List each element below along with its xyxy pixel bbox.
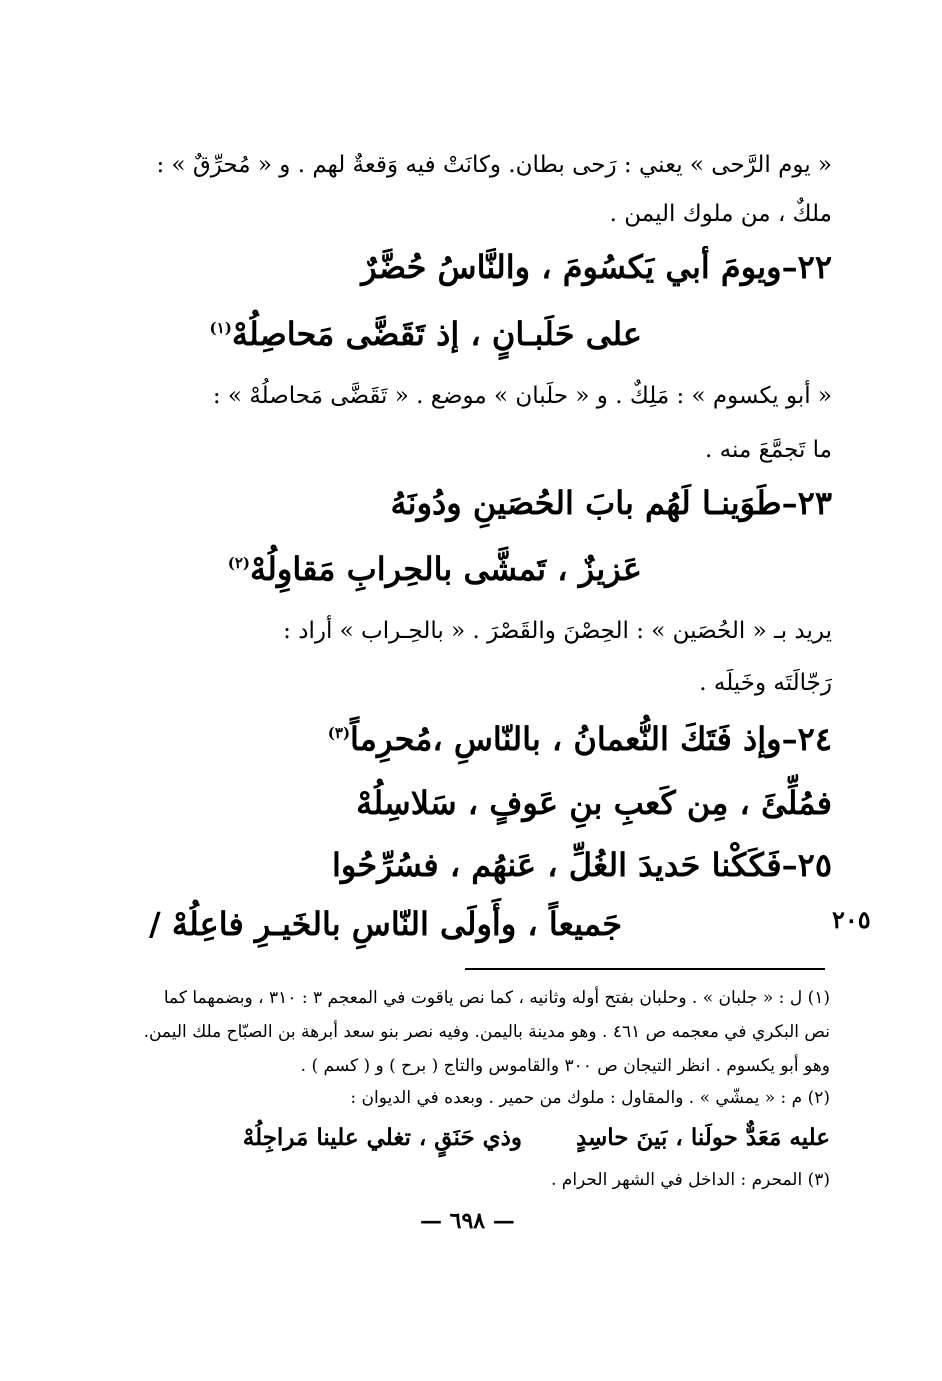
verse-hemistich-2 <box>149 905 622 943</box>
verse-text: على حَلَبـانٍ ، إذ تَقَضَّى مَحاصِلُهْ <box>231 315 642 353</box>
commentary-line: « يوم الرَّحى » يعني : رَحى بطان. وكانَتْ فيه وَقعةٌ لهم . و « مُحرِّقٌ » : <box>156 152 832 178</box>
commentary-line: « أبو يكسوم » : مَلِكٌ . و « حلَبان » موضع . « تَقَضَّى مَحاصلُهْ » : <box>212 383 832 409</box>
footnote-divider <box>465 968 825 970</box>
verse-text: جَميعاً ، وأَولَى النّاسِ بالخَيـرِ فاعِلُهْ / <box>149 905 622 943</box>
verse-text: وإذ فَتَكَ النُّعمانُ ، بالنّاسِ ،مُحرِماً <box>350 720 782 758</box>
verse-hemistich-1: ٢٢–ويومَ أبي يَكسُومَ ، والنَّاسُ حُضَّرٌ <box>361 248 832 286</box>
verse-text: ويومَ أبي يَكسُومَ ، والنَّاسُ حُضَّرٌ <box>361 248 782 286</box>
footnote-verse-hemistich-2: وذي حَنَقٍ ، تغلي علينا مَراجِلُهْ <box>242 1124 522 1151</box>
commentary-line: ملكٌ ، من ملوك اليمن . <box>609 201 832 227</box>
verse-text: طَوَينـا لَهُم بابَ الحُصَينِ ودُونَهُ <box>390 484 782 522</box>
verse-text: فمُلِّئَ ، مِن كَعبِ بنِ عَوفٍ ، سَلاسِلُهْ <box>356 784 832 822</box>
verse-number: ٢٢ <box>797 248 832 286</box>
verse-hemistich-2 <box>228 550 642 588</box>
footnote-line: (٣) المحرم : الداخل في الشهر الحرام . <box>551 1170 830 1190</box>
commentary-line: ما تَجمَّعَ منه . <box>705 437 832 463</box>
verse-hemistich-1: ٢٥–فَكَكْنا حَديدَ الغُلِّ ، عَنهُم ، فسُرِّحُوا <box>331 846 832 884</box>
verse-text: فَكَكْنا حَديدَ الغُلِّ ، عَنهُم ، فسُرِّحُوا <box>331 846 782 884</box>
footnote-line: وهو أبو يكسوم . انظر التيجان ص ٣٠٠ والقاموس والتاج ( برح ) و ( كسم ) . <box>300 1056 830 1076</box>
verse-hemistich-1: ٢٤–وإذ فَتَكَ النُّعمانُ ، بالنّاسِ ،مُحرِماً$^{(٣)}$ <box>327 720 832 758</box>
verse-text: عَزيزٌ ، تَمشَّى بالحِرابِ مَقاوِلُهْ <box>250 550 642 588</box>
margin-page-number: ٢٠٥ <box>832 905 871 934</box>
commentary-line: رَجّالَتَه وخَيلَه . <box>699 670 832 696</box>
footnote-line: (١) ل : « جلبان » . وحلبان بفتح أوله وثانيه ، كما نص ياقوت في المعجم ٣ : ٣١٠ ، وبضمهما كما <box>163 988 830 1008</box>
verse-number: ٢٥ <box>797 846 832 884</box>
verse-number: ٢٣ <box>797 484 832 522</box>
footnote-line: (٢) م : « يمشّي » . والمقاول : ملوك من حمير . وبعده في الديوان : <box>350 1088 830 1108</box>
footnote-ref: (٢) <box>227 554 250 572</box>
verse-hemistich-2 <box>210 315 642 353</box>
commentary-line: يريد بـ « الحُصَين » : الحِصْنَ والقَصْرَ . « بالحِـراب » أراد : <box>283 618 832 644</box>
footnote-verse-hemistich-1: عليه مَعَدٌّ حولَنا ، بَينَ حاسِدٍ <box>575 1124 830 1151</box>
footnote-line: نص البكري في معجمه ص ٤٦١ . وهو مدينة باليمن. وفيه نصر بنو سعد أبرهة بن الصبّاح ملك اليمن. <box>143 1022 830 1042</box>
verse-number: ٢٤ <box>797 720 832 758</box>
page-number: — ٦٩٨ — <box>420 1208 515 1234</box>
footnote-ref: (١) <box>209 319 232 337</box>
verse-hemistich-2 <box>356 784 832 822</box>
footnote-ref: (٣) <box>327 724 351 742</box>
verse-hemistich-1: ٢٣–طَوَينـا لَهُم بابَ الحُصَينِ ودُونَهُ <box>390 484 832 522</box>
